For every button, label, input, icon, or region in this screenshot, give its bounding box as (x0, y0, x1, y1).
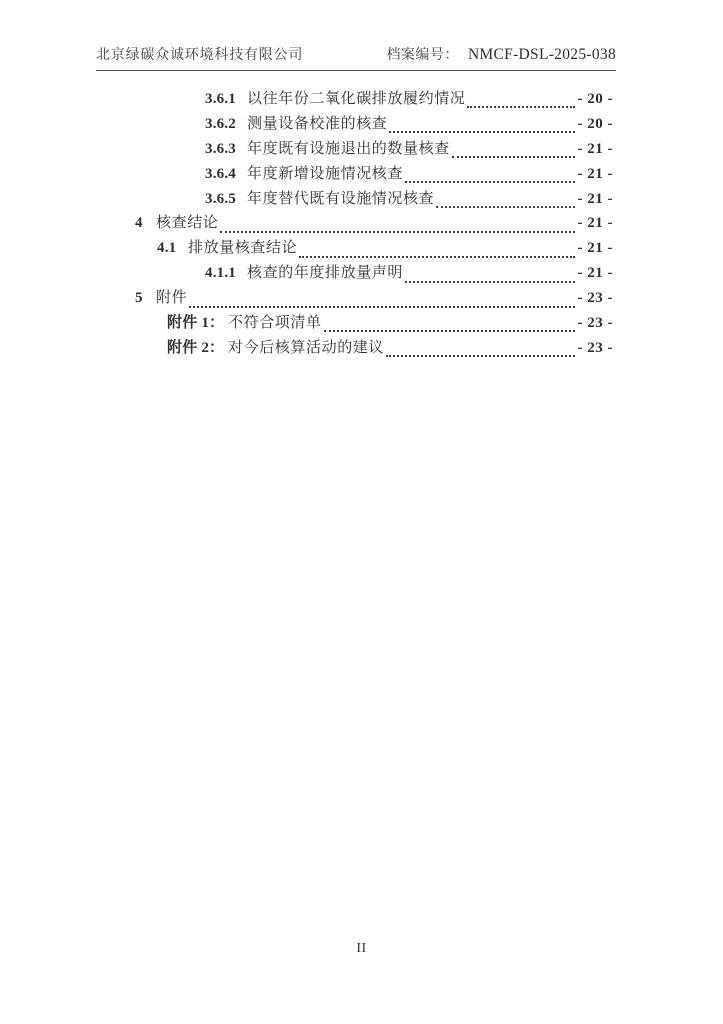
toc-dot-leader (405, 181, 574, 183)
toc-entry (96, 261, 613, 286)
page-number: II (356, 941, 367, 956)
toc-entry-page: - 20 - (577, 91, 613, 107)
toc-entry (96, 336, 613, 361)
toc-entry (96, 187, 613, 212)
toc-entry-page: - 21 - (577, 265, 613, 282)
toc-entry-title: 年度新增设施情况核查 (247, 165, 404, 182)
toc-entry-title: 不符合项清单 (228, 315, 322, 332)
toc-list (96, 87, 613, 361)
toc-entry-number: 4 (135, 215, 143, 232)
file-number-label: 档案编号： (386, 48, 459, 63)
toc-entry-page: - 21 - (577, 190, 613, 207)
toc-entry-number: 3.6.3 (205, 140, 236, 157)
toc-entry-number: 附件 2： (167, 339, 225, 356)
toc-dot-leader (389, 131, 574, 133)
toc-entry (96, 311, 613, 336)
toc-entry-title: 核查的年度排放量声明 (247, 265, 404, 282)
toc-entry-number: 3.6.5 (205, 190, 236, 207)
toc-entry-page: - 23 - (577, 339, 613, 356)
toc-dot-leader (467, 106, 574, 108)
toc-entry (96, 211, 613, 236)
toc-entry-page: - 20 - (577, 115, 613, 132)
toc-entry-number: 4.1 (157, 240, 177, 257)
file-number-value: NMCF-DSL-2025-038 (467, 46, 616, 63)
toc-dot-leader (436, 206, 574, 208)
toc-entry (96, 137, 613, 162)
toc-entry (96, 87, 613, 112)
toc-entry-title: 年度既有设施退出的数量核查 (247, 140, 450, 157)
toc-dot-leader (452, 156, 575, 158)
toc-dot-leader (189, 306, 574, 308)
toc-dot-leader (324, 330, 575, 332)
toc-entry-page: - 23 - (577, 290, 613, 307)
file-number-group (386, 44, 616, 64)
toc-entry (96, 162, 613, 187)
toc-entry-title: 排放量核查结论 (188, 240, 298, 257)
company-name: 北京绿碳众诚环境科技有限公司 (96, 48, 304, 63)
toc-dot-leader (299, 256, 574, 258)
toc-entry (96, 112, 613, 137)
toc-entry-title: 年度替代既有设施情况核查 (247, 190, 435, 207)
toc-entry-number: 3.6.2 (205, 115, 236, 132)
toc-entry (96, 236, 613, 261)
toc-entry-page: - 21 - (577, 140, 613, 157)
toc-entry-number: 4.1.1 (205, 265, 236, 282)
toc-dot-leader (405, 281, 574, 283)
toc-entry-page: - 21 - (577, 215, 613, 232)
toc-entry-page: - 23 - (577, 315, 613, 332)
toc-entry (96, 286, 613, 311)
toc-entry-title: 核查结论 (156, 215, 219, 232)
toc-entry-number: 附件 1： (167, 315, 225, 332)
toc-entry-title: 对今后核算活动的建议 (228, 339, 385, 356)
toc-dot-leader (386, 355, 574, 357)
toc-entry-page: - 21 - (577, 240, 613, 257)
toc-entry-title: 以往年份二氧化碳排放履约情况 (247, 91, 466, 107)
toc-dot-leader (220, 231, 574, 233)
toc-entry-title: 测量设备校准的核查 (247, 115, 388, 132)
page-header (96, 44, 616, 71)
toc-entry-number: 3.6.4 (205, 165, 236, 182)
toc-entry-number: 3.6.1 (205, 91, 236, 107)
toc-entry-number: 5 (135, 290, 143, 307)
toc-entry-page: - 21 - (577, 165, 613, 182)
toc-entry-title: 附件 (156, 290, 188, 307)
